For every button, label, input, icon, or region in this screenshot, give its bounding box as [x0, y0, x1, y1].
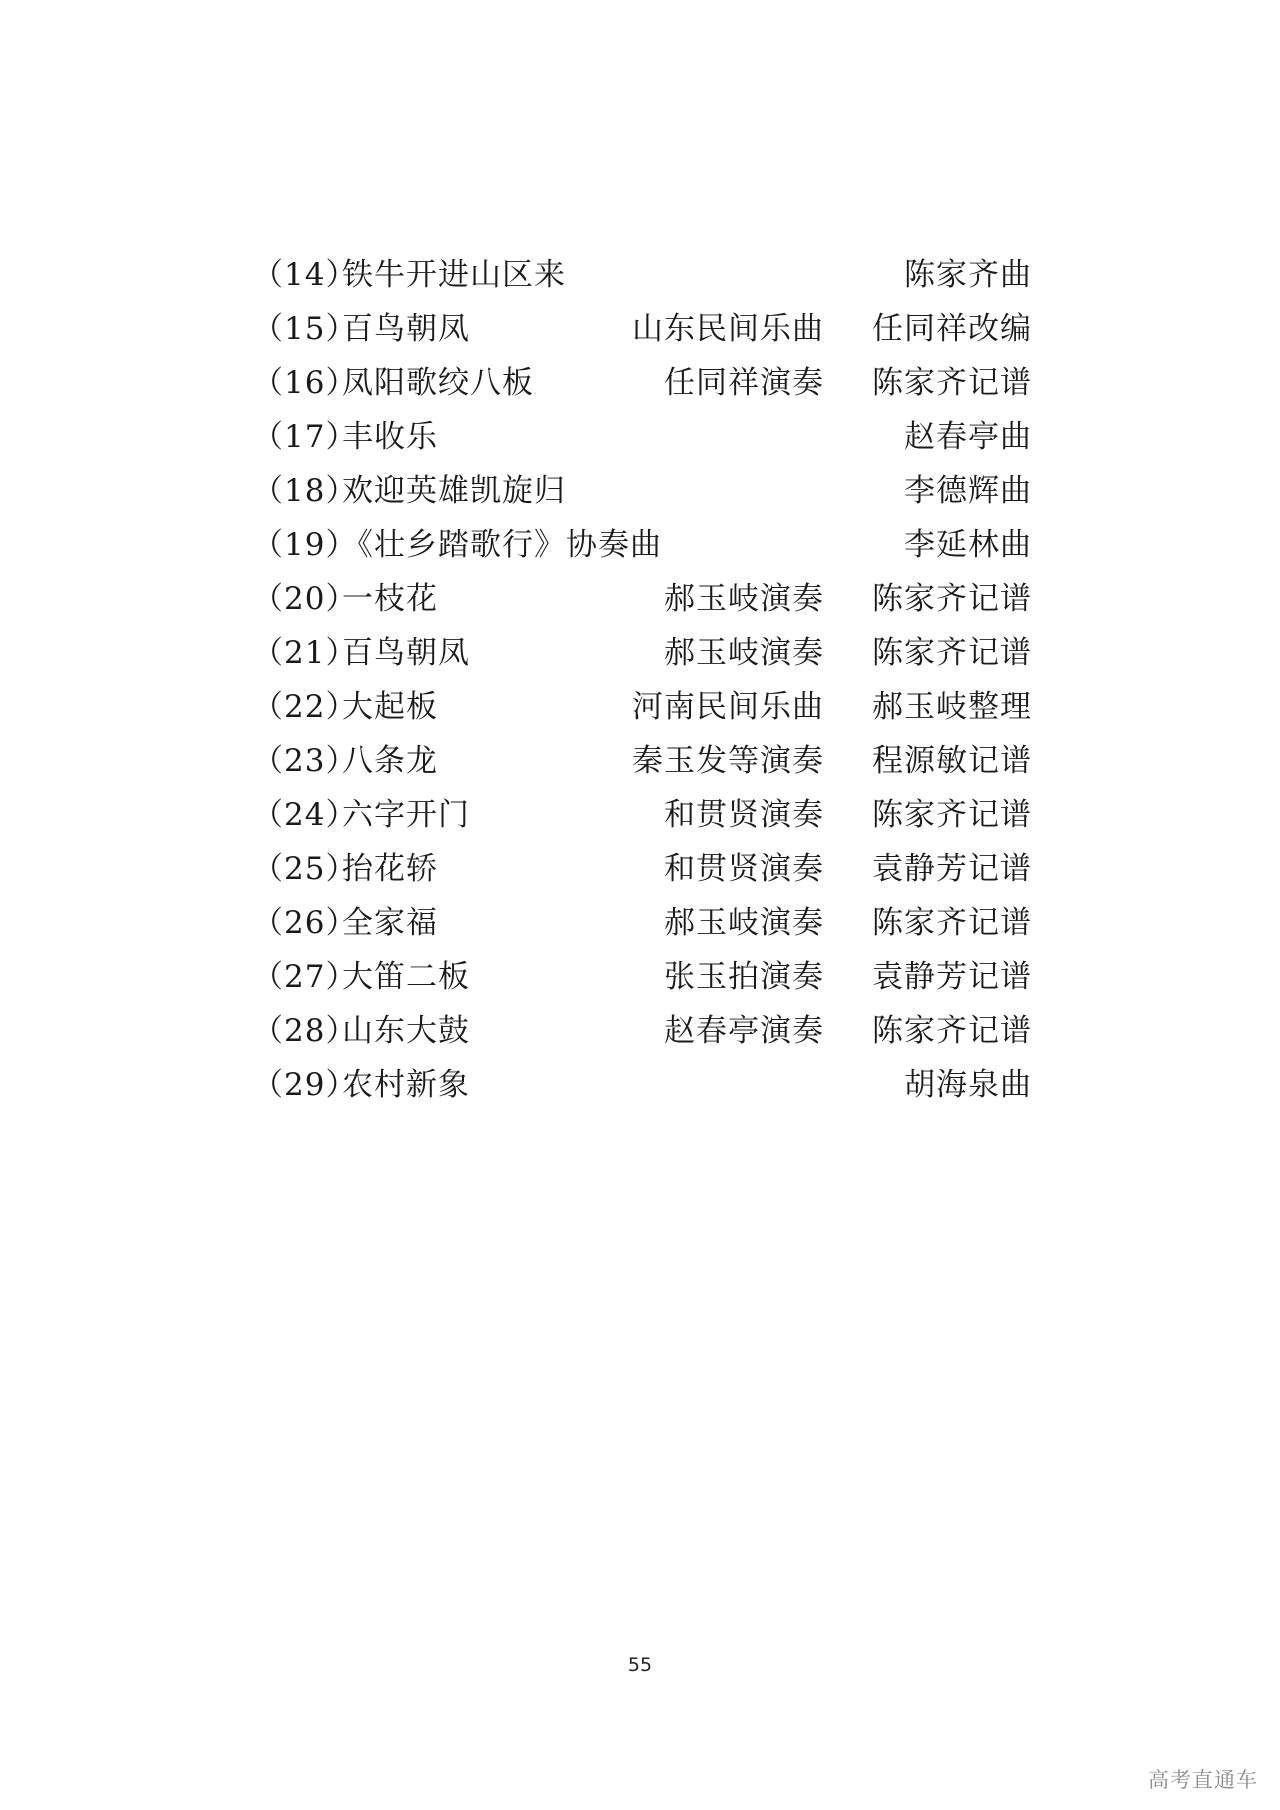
entry-number: （18）: [252, 473, 358, 509]
entry-number: （27）: [252, 959, 358, 995]
entry-number: （17）: [252, 419, 358, 455]
entry-note: 和贯贤演奏: [664, 797, 824, 833]
entry-title: 抬花轿: [342, 851, 438, 887]
list-item: [252, 950, 1032, 1004]
entry-title: 凤阳歌绞八板: [342, 365, 534, 401]
entry-title: 全家福: [342, 905, 438, 941]
list-item: [252, 356, 1032, 410]
entry-number: （14）: [252, 257, 358, 293]
repertoire-list: [252, 248, 1032, 1112]
entry-number: （24）: [252, 797, 358, 833]
entry-number: （15）: [252, 311, 358, 347]
entry-note: 郝玉岐演奏: [664, 635, 824, 671]
entry-credit: 袁静芳记谱: [872, 959, 1032, 995]
entry-title: 六字开门: [342, 797, 470, 833]
entry-title: 《壮乡踏歌行》协奏曲: [342, 527, 662, 563]
entry-credit: 陈家齐记谱: [872, 581, 1032, 617]
entry-title: 大起板: [342, 689, 438, 725]
entry-title: 一枝花: [342, 581, 438, 617]
entry-number: （21）: [252, 635, 358, 671]
entry-credit: 陈家齐记谱: [872, 905, 1032, 941]
entry-number: （28）: [252, 1013, 358, 1049]
entry-number: （20）: [252, 581, 358, 617]
entry-number: （16）: [252, 365, 358, 401]
entry-title: 欢迎英雄凯旋归: [342, 473, 566, 509]
entry-number: （26）: [252, 905, 358, 941]
entry-credit: 赵春亭曲: [904, 419, 1032, 455]
entry-number: （25）: [252, 851, 358, 887]
entry-note: 河南民间乐曲: [632, 689, 824, 725]
list-item: [252, 680, 1032, 734]
entry-number: （23）: [252, 743, 358, 779]
entry-credit: 郝玉岐整理: [872, 689, 1032, 725]
entry-note: 郝玉岐演奏: [664, 905, 824, 941]
entry-title: 铁牛开进山区来: [342, 257, 566, 293]
entry-credit: 袁静芳记谱: [872, 851, 1032, 887]
list-item: [252, 842, 1032, 896]
entry-title: 农村新象: [342, 1067, 470, 1103]
entry-credit: 李德辉曲: [904, 473, 1032, 509]
list-item: [252, 1004, 1032, 1058]
entry-title: 八条龙: [342, 743, 438, 779]
list-item: [252, 788, 1032, 842]
entry-title: 百鸟朝凤: [342, 635, 470, 671]
list-item: [252, 464, 1032, 518]
entry-credit: 胡海泉曲: [904, 1067, 1032, 1103]
watermark-text: 高考直通车: [1148, 1768, 1258, 1792]
list-item: [252, 896, 1032, 950]
entry-note: 秦玉发等演奏: [632, 743, 824, 779]
entry-number: （22）: [252, 689, 358, 725]
entry-credit: 陈家齐曲: [904, 257, 1032, 293]
list-item: [252, 572, 1032, 626]
entry-credit: 陈家齐记谱: [872, 1013, 1032, 1049]
entry-credit: 陈家齐记谱: [872, 365, 1032, 401]
entry-title: 百鸟朝凤: [342, 311, 470, 347]
entry-note: 赵春亭演奏: [664, 1013, 824, 1049]
list-item: [252, 302, 1032, 356]
list-item: [252, 1058, 1032, 1112]
entry-credit: 李延林曲: [904, 527, 1032, 563]
entry-note: 张玉拍演奏: [664, 959, 824, 995]
entry-note: 郝玉岐演奏: [664, 581, 824, 617]
list-item: [252, 410, 1032, 464]
entry-credit: 陈家齐记谱: [872, 797, 1032, 833]
entry-note: 山东民间乐曲: [632, 311, 824, 347]
list-item: [252, 626, 1032, 680]
entry-title: 丰收乐: [342, 419, 438, 455]
list-item: [252, 734, 1032, 788]
entry-title: 大笛二板: [342, 959, 470, 995]
page-number: 55: [627, 1654, 653, 1676]
entry-credit: 程源敏记谱: [872, 743, 1032, 779]
entry-title: 山东大鼓: [342, 1013, 470, 1049]
entry-credit: 任同祥改编: [872, 311, 1032, 347]
list-item: [252, 518, 1032, 572]
entry-number: （19）: [252, 527, 358, 563]
entry-note: 和贯贤演奏: [664, 851, 824, 887]
entry-note: 任同祥演奏: [664, 365, 824, 401]
entry-credit: 陈家齐记谱: [872, 635, 1032, 671]
list-item: [252, 248, 1032, 302]
entry-number: （29）: [252, 1067, 358, 1103]
